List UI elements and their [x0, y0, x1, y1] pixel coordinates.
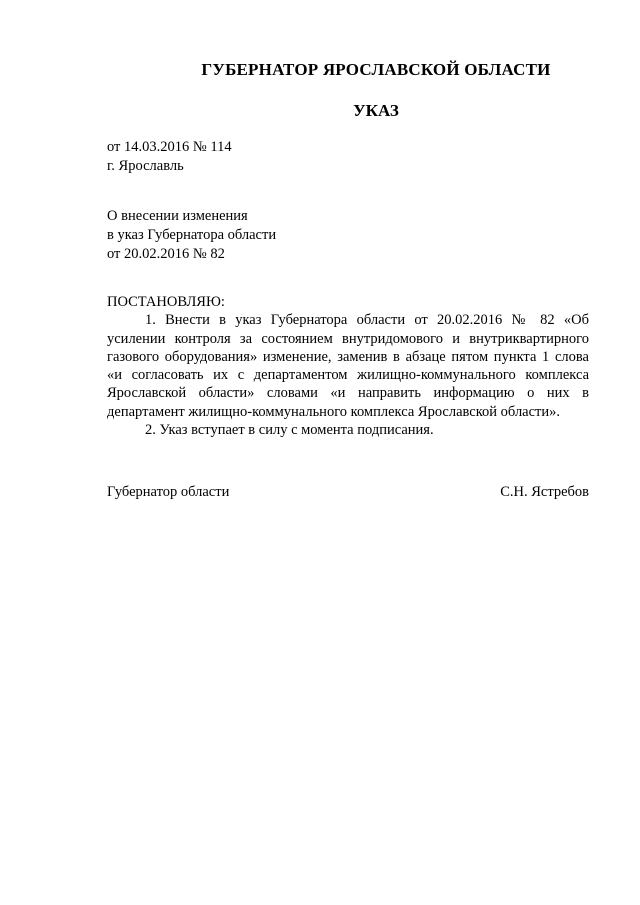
document-body	[107, 293, 589, 439]
document-type: УКАЗ	[353, 101, 399, 120]
subject-line-1: О внесении изменения	[107, 208, 248, 224]
document-subject	[107, 207, 276, 264]
signature-position: Губернатор области	[107, 484, 230, 500]
city: г. Ярославль	[107, 158, 184, 174]
body-paragraph-1: 1. Внести в указ Губернатора области от 20.02.2016 № 82 «Об усилении контроля за состоянием внутридомового и внутриквартирного газового оборудования» изменение, заменив в абзаце пятом пункта 1 слова «и согласовать их с департаментом жилищно-коммунального комплекса Ярославской области» словами «и направить информацию о них в департамент жилищно-коммунального комплекса Ярославской области».	[107, 312, 589, 420]
document-header-title: ГУБЕРНАТОР ЯРОСЛАВСКОЙ ОБЛАСТИ	[201, 60, 551, 79]
subject-line-3: от 20.02.2016 № 82	[107, 246, 225, 262]
signature-name: С.Н. Ястребов	[500, 484, 589, 500]
date-number: от 14.03.2016 № 114	[107, 139, 232, 155]
decree-word: ПОСТАНОВЛЯЮ:	[107, 294, 225, 310]
subject-line-2: в указ Губернатора области	[107, 227, 277, 243]
document-meta	[107, 138, 232, 176]
signature-block	[107, 484, 589, 501]
body-paragraph-2: 2. Указ вступает в силу с момента подписания.	[145, 422, 434, 439]
